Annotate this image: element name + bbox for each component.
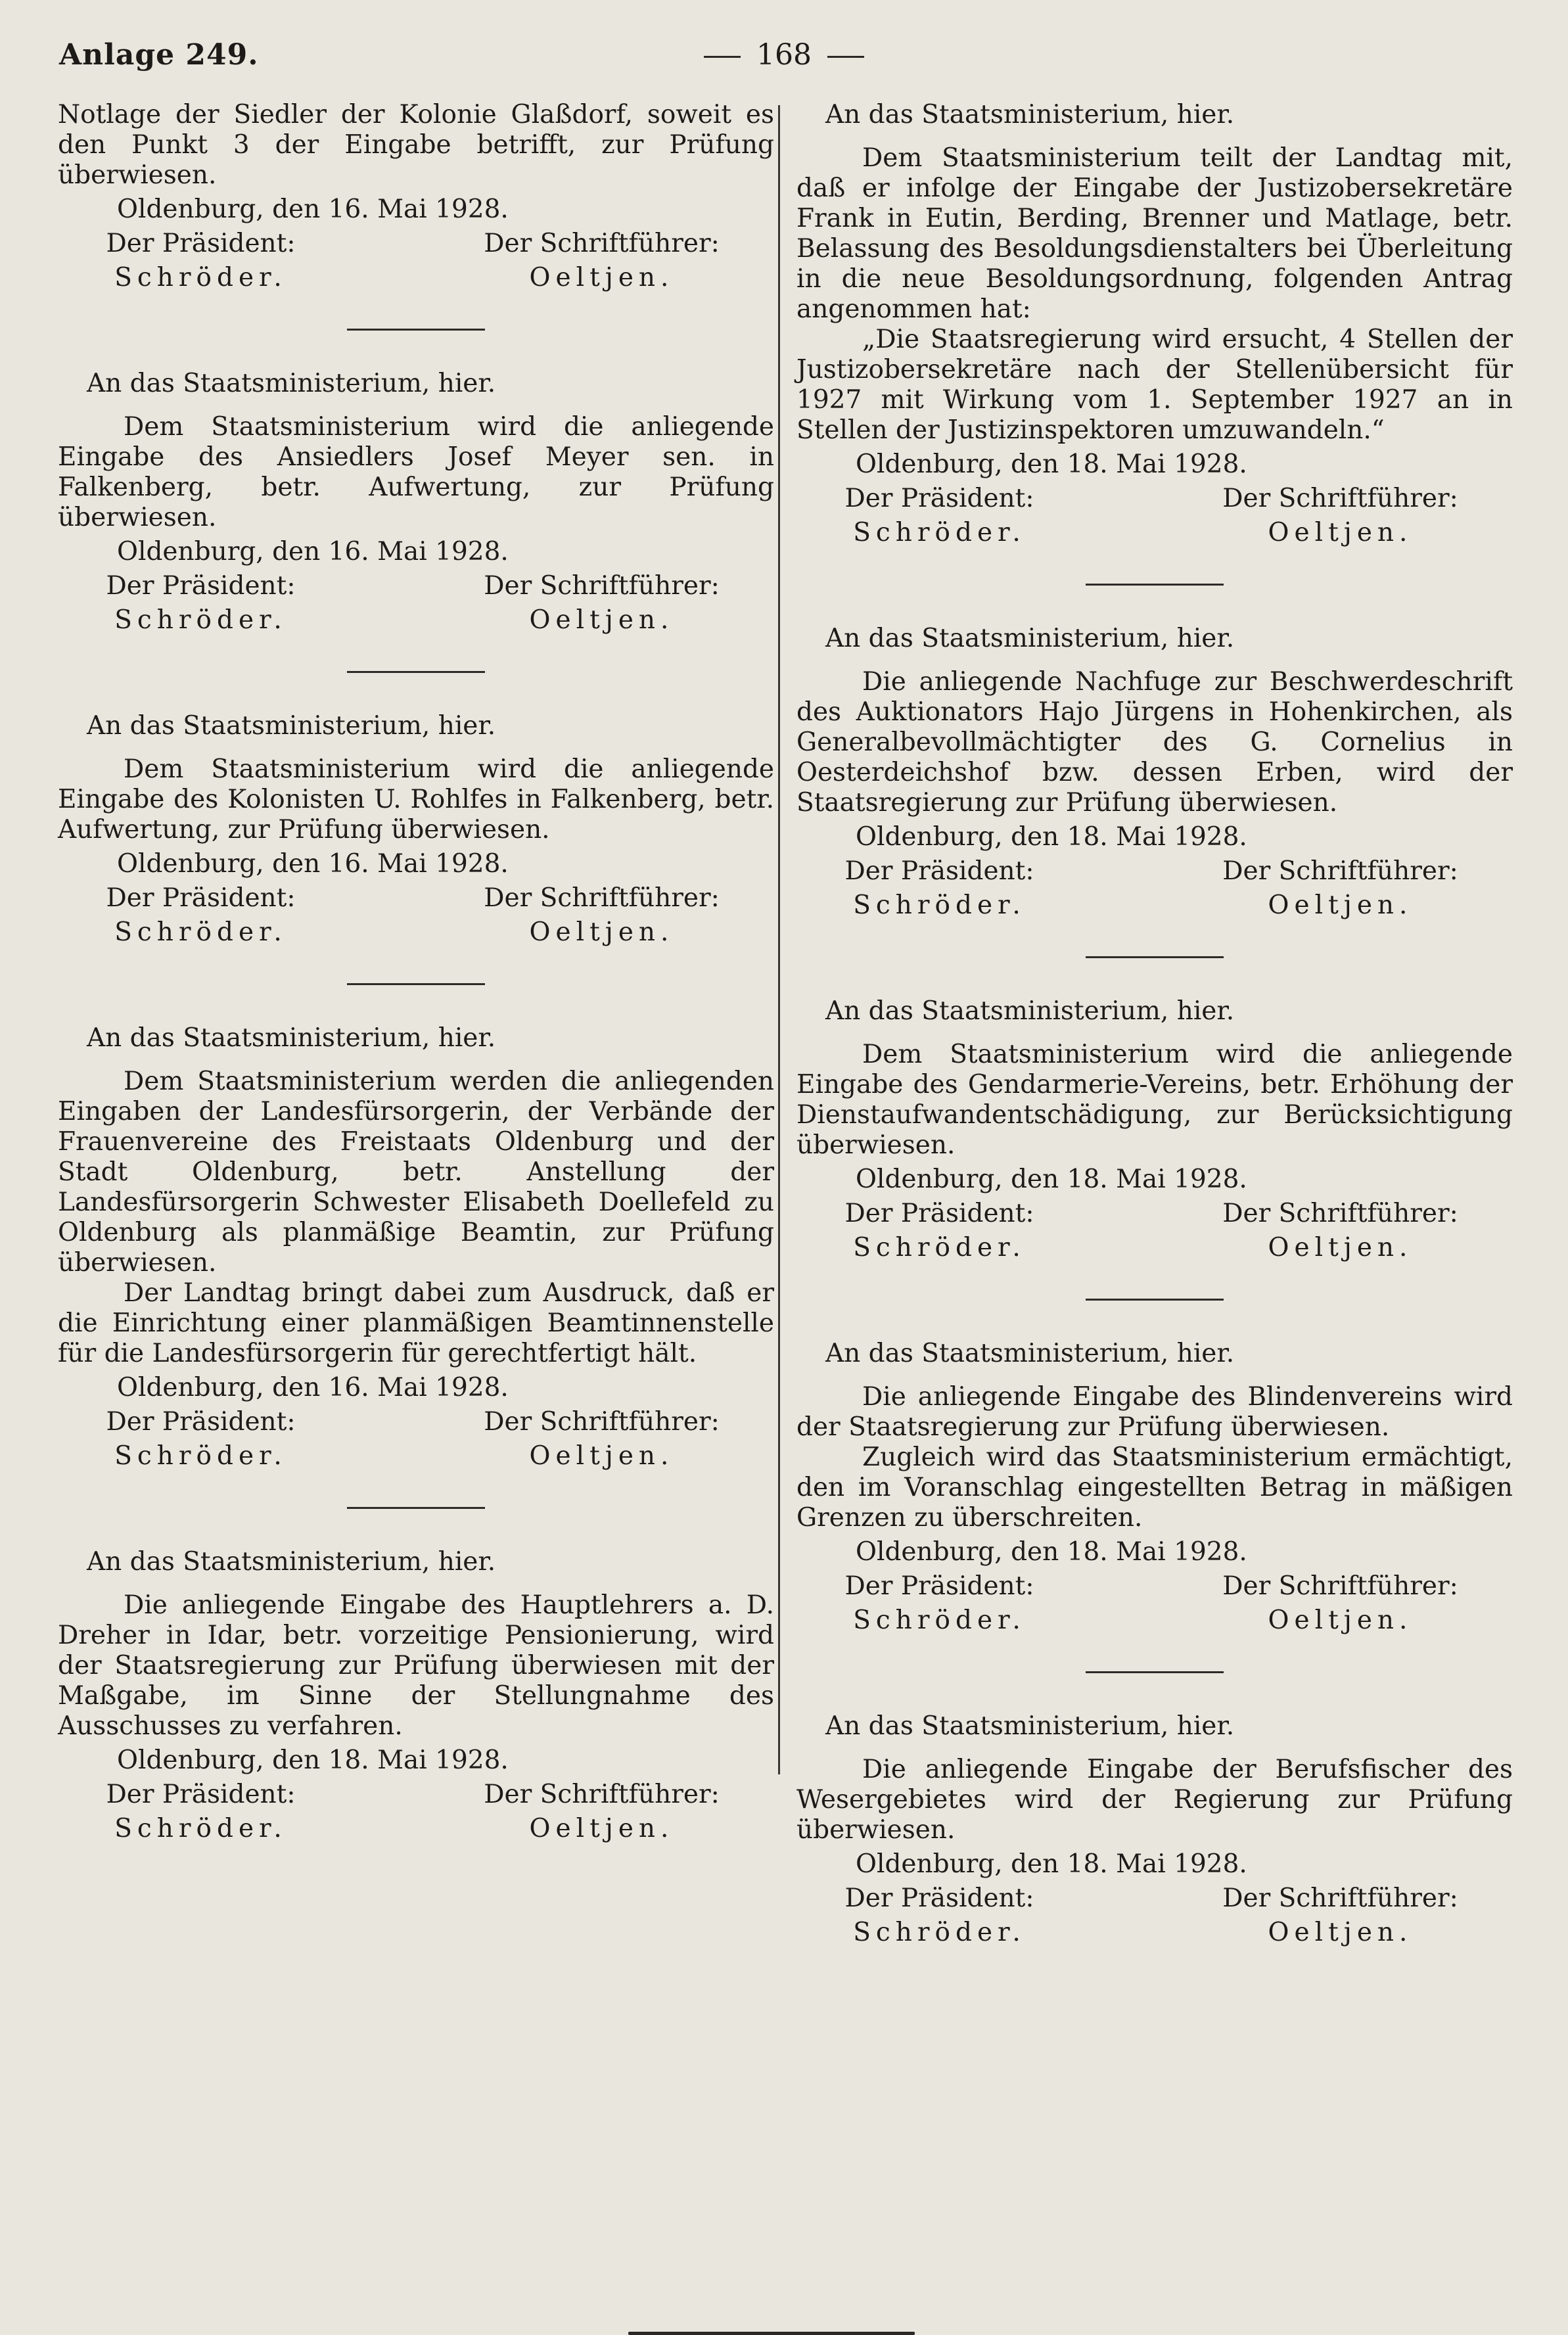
entry-quoted-motion: „Die Staatsregierung wird ersucht, 4 Stellen der Justizobersekretäre nach der Stellenübersicht für 1927 mit Wirkung vom 1. September 1927 an in Stellen der Justizinspektoren umzuwandeln.“	[796, 325, 1513, 445]
signature-names	[796, 890, 1513, 921]
signature-titles	[58, 1780, 774, 1810]
signature-titles	[796, 484, 1513, 514]
entry-date: Oldenburg, den 18. Mai 1928.	[856, 1165, 1247, 1194]
secretary-title: Der Schriftführer:	[1222, 1571, 1458, 1601]
president-name: Schröder.	[853, 1233, 1026, 1262]
entry-addressee: An das Staatsministerium, hier.	[87, 711, 496, 741]
president-name: Schröder.	[114, 263, 287, 292]
signature-titles	[796, 1199, 1513, 1229]
section-rule	[1086, 1299, 1224, 1301]
entry-addressee: An das Staatsministerium, hier.	[87, 1547, 496, 1577]
secretary-title: Der Schriftführer:	[1222, 856, 1458, 886]
page-number-dash-left	[704, 56, 741, 58]
entry-addressee: An das Staatsministerium, hier.	[825, 1339, 1235, 1368]
resolution-entry	[796, 100, 1513, 586]
president-name: Schröder.	[853, 1606, 1026, 1635]
entry-date: Oldenburg, den 16. Mai 1928.	[117, 849, 509, 879]
secretary-title: Der Schriftführer:	[1222, 1884, 1458, 1913]
section-rule	[347, 671, 485, 673]
signature-names	[796, 1606, 1513, 1636]
entry-addressee: An das Staatsministerium, hier.	[825, 100, 1235, 129]
right-column	[796, 100, 1513, 1948]
signature-titles	[58, 883, 774, 913]
president-title: Der Präsident:	[844, 1571, 1034, 1601]
president-title: Der Präsident:	[844, 1884, 1034, 1913]
president-name: Schröder.	[853, 890, 1026, 920]
entry-date: Oldenburg, den 18. Mai 1928.	[856, 1849, 1247, 1879]
entry-paragraph: Die anliegende Eingabe der Berufsfischer des Wesergebietes wird der Regierung zur Prüfung überwiesen.	[796, 1755, 1513, 1845]
left-column	[58, 100, 774, 1844]
entry-date: Oldenburg, den 18. Mai 1928.	[856, 822, 1247, 852]
page-header	[59, 38, 1509, 78]
president-title: Der Präsident:	[106, 1407, 296, 1437]
resolution-entry	[796, 624, 1513, 958]
signature-titles	[58, 1407, 774, 1437]
entry-date: Oldenburg, den 16. Mai 1928.	[117, 537, 509, 566]
entry-addressee: An das Staatsministerium, hier.	[825, 1711, 1235, 1741]
entry-paragraph: Die anliegende Nachfuge zur Beschwerdeschrift des Auktionators Hajo Jürgens in Hohenkirchen, als Generalbevollmächtigter des G. Cornelius in Oesterdeichshof bzw. dessen Erben, wird der Staatsregierung zur Prüfung überwiesen.	[796, 667, 1513, 818]
page-end-rule	[628, 2332, 915, 2335]
secretary-name: Oeltjen.	[529, 1814, 674, 1843]
entry-paragraph: Notlage der Siedler der Kolonie Glaßdorf, soweit es den Punkt 3 der Eingabe betrifft, zur Prüfung überwiesen.	[58, 100, 774, 190]
secretary-title: Der Schriftführer:	[484, 1407, 720, 1437]
entry-date: Oldenburg, den 18. Mai 1928.	[856, 450, 1247, 479]
secretary-name: Oeltjen.	[1268, 1606, 1413, 1635]
entry-paragraph: Dem Staatsministerium werden die anliegenden Eingaben der Landesfürsorgerin, der Verbände der Frauenvereine des Freistaats Oldenburg und der Stadt Oldenburg, betr. Anstellung der Landesfürsorgerin Schwester Elisabeth Doellefeld zu Oldenburg als planmäßige Beamtin, zur Prüfung überwiesen.	[58, 1067, 774, 1278]
secretary-title: Der Schriftführer:	[1222, 1199, 1458, 1228]
signature-titles	[58, 571, 774, 601]
section-rule	[1086, 1671, 1224, 1673]
signature-names	[58, 263, 774, 293]
entry-paragraph: Dem Staatsministerium teilt der Landtag mit, daß er infolge der Eingabe der Justizobersekretäre Frank in Eutin, Berding, Brenner und Matlage, betr. Belassung des Besoldungsdienstalters bei Überleitung in die neue Besoldungsordnung, folgenden Antrag angenommen hat:	[796, 143, 1513, 324]
resolution-entry	[58, 369, 774, 673]
signature-names	[58, 1441, 774, 1471]
entry-addressee: An das Staatsministerium, hier.	[825, 624, 1235, 653]
secretary-title: Der Schriftführer:	[484, 1780, 720, 1809]
signature-titles	[796, 1884, 1513, 1914]
resolution-entry	[796, 1339, 1513, 1673]
column-divider	[778, 105, 780, 1774]
section-rule	[347, 983, 485, 985]
president-title: Der Präsident:	[106, 571, 296, 601]
entry-paragraph: Der Landtag bringt dabei zum Ausdruck, daß er die Einrichtung einer planmäßigen Beamtinnenstelle für die Landesfürsorgerin für gerechtfertigt hält.	[58, 1278, 774, 1368]
resolution-entry	[58, 711, 774, 985]
resolution-entry	[796, 996, 1513, 1301]
secretary-name: Oeltjen.	[529, 263, 674, 292]
secretary-name: Oeltjen.	[529, 917, 674, 947]
entry-paragraph: Dem Staatsministerium wird die anliegende Eingabe des Gendarmerie-Vereins, betr. Erhöhung der Dienstaufwandentschädigung, zur Berücksichtigung überwiesen.	[796, 1040, 1513, 1160]
entry-addressee: An das Staatsministerium, hier.	[87, 369, 496, 398]
signature-names	[58, 605, 774, 636]
entry-paragraph: Die anliegende Eingabe des Hauptlehrers a. D. Dreher in Idar, betr. vorzeitige Pensionierung, wird der Staatsregierung zur Prüfung überwiesen mit der Maßgabe, im Sinne der Stellungnahme des Ausschusses zu verfahren.	[58, 1590, 774, 1741]
president-name: Schröder.	[114, 917, 287, 947]
president-title: Der Präsident:	[844, 856, 1034, 886]
president-name: Schröder.	[114, 1814, 287, 1843]
secretary-name: Oeltjen.	[529, 1441, 674, 1471]
resolution-entry	[58, 1547, 774, 1844]
entry-paragraph: Zugleich wird das Staatsministerium ermächtigt, den im Voranschlag eingestellten Betrag in mäßigen Grenzen zu überschreiten.	[796, 1443, 1513, 1533]
signature-titles	[796, 856, 1513, 887]
entry-date: Oldenburg, den 16. Mai 1928.	[117, 195, 509, 224]
president-name: Schröder.	[114, 605, 287, 635]
entry-paragraph: Dem Staatsministerium wird die anliegende Eingabe des Ansiedlers Josef Meyer sen. in Falkenberg, betr. Aufwertung, zur Prüfung überwiesen.	[58, 412, 774, 532]
section-rule	[1086, 956, 1224, 958]
resolution-entry	[58, 1023, 774, 1509]
entry-addressee: An das Staatsministerium, hier.	[87, 1023, 496, 1053]
president-title: Der Präsident:	[106, 229, 296, 258]
page-number-dash-right	[827, 56, 864, 58]
signature-names	[796, 1233, 1513, 1263]
secretary-name: Oeltjen.	[529, 605, 674, 635]
president-title: Der Präsident:	[844, 1199, 1034, 1228]
president-name: Schröder.	[114, 1441, 287, 1471]
president-name: Schröder.	[853, 1918, 1026, 1947]
signature-names	[796, 1918, 1513, 1948]
signature-titles	[796, 1571, 1513, 1602]
secretary-name: Oeltjen.	[1268, 518, 1413, 547]
president-name: Schröder.	[853, 518, 1026, 547]
resolution-entry	[796, 1711, 1513, 1948]
entry-paragraph: Die anliegende Eingabe des Blindenvereins wird der Staatsregierung zur Prüfung überwiesen.	[796, 1382, 1513, 1442]
secretary-title: Der Schriftführer:	[484, 229, 720, 258]
president-title: Der Präsident:	[106, 1780, 296, 1809]
section-rule	[347, 1507, 485, 1509]
entry-paragraph: Dem Staatsministerium wird die anliegende Eingabe des Kolonisten U. Rohlfes in Falkenberg, betr. Aufwertung, zur Prüfung überwiesen.	[58, 754, 774, 844]
signature-titles	[58, 229, 774, 259]
section-rule	[1086, 584, 1224, 586]
signature-names	[796, 518, 1513, 548]
secretary-title: Der Schriftführer:	[484, 883, 720, 913]
signature-names	[58, 917, 774, 948]
section-rule	[347, 329, 485, 331]
page-number	[59, 38, 1509, 72]
secretary-name: Oeltjen.	[1268, 1918, 1413, 1947]
page-number-text: 168	[756, 38, 812, 72]
entry-date: Oldenburg, den 18. Mai 1928.	[117, 1745, 509, 1775]
entry-addressee: An das Staatsministerium, hier.	[825, 996, 1235, 1026]
annex-label: Anlage 249.	[59, 38, 259, 72]
president-title: Der Präsident:	[844, 484, 1034, 513]
secretary-title: Der Schriftführer:	[1222, 484, 1458, 513]
president-title: Der Präsident:	[106, 883, 296, 913]
entry-date: Oldenburg, den 18. Mai 1928.	[856, 1537, 1247, 1567]
secretary-name: Oeltjen.	[1268, 1233, 1413, 1262]
entry-date: Oldenburg, den 16. Mai 1928.	[117, 1373, 509, 1402]
signature-names	[58, 1814, 774, 1844]
secretary-name: Oeltjen.	[1268, 890, 1413, 920]
secretary-title: Der Schriftführer:	[484, 571, 720, 601]
resolution-entry	[58, 100, 774, 331]
